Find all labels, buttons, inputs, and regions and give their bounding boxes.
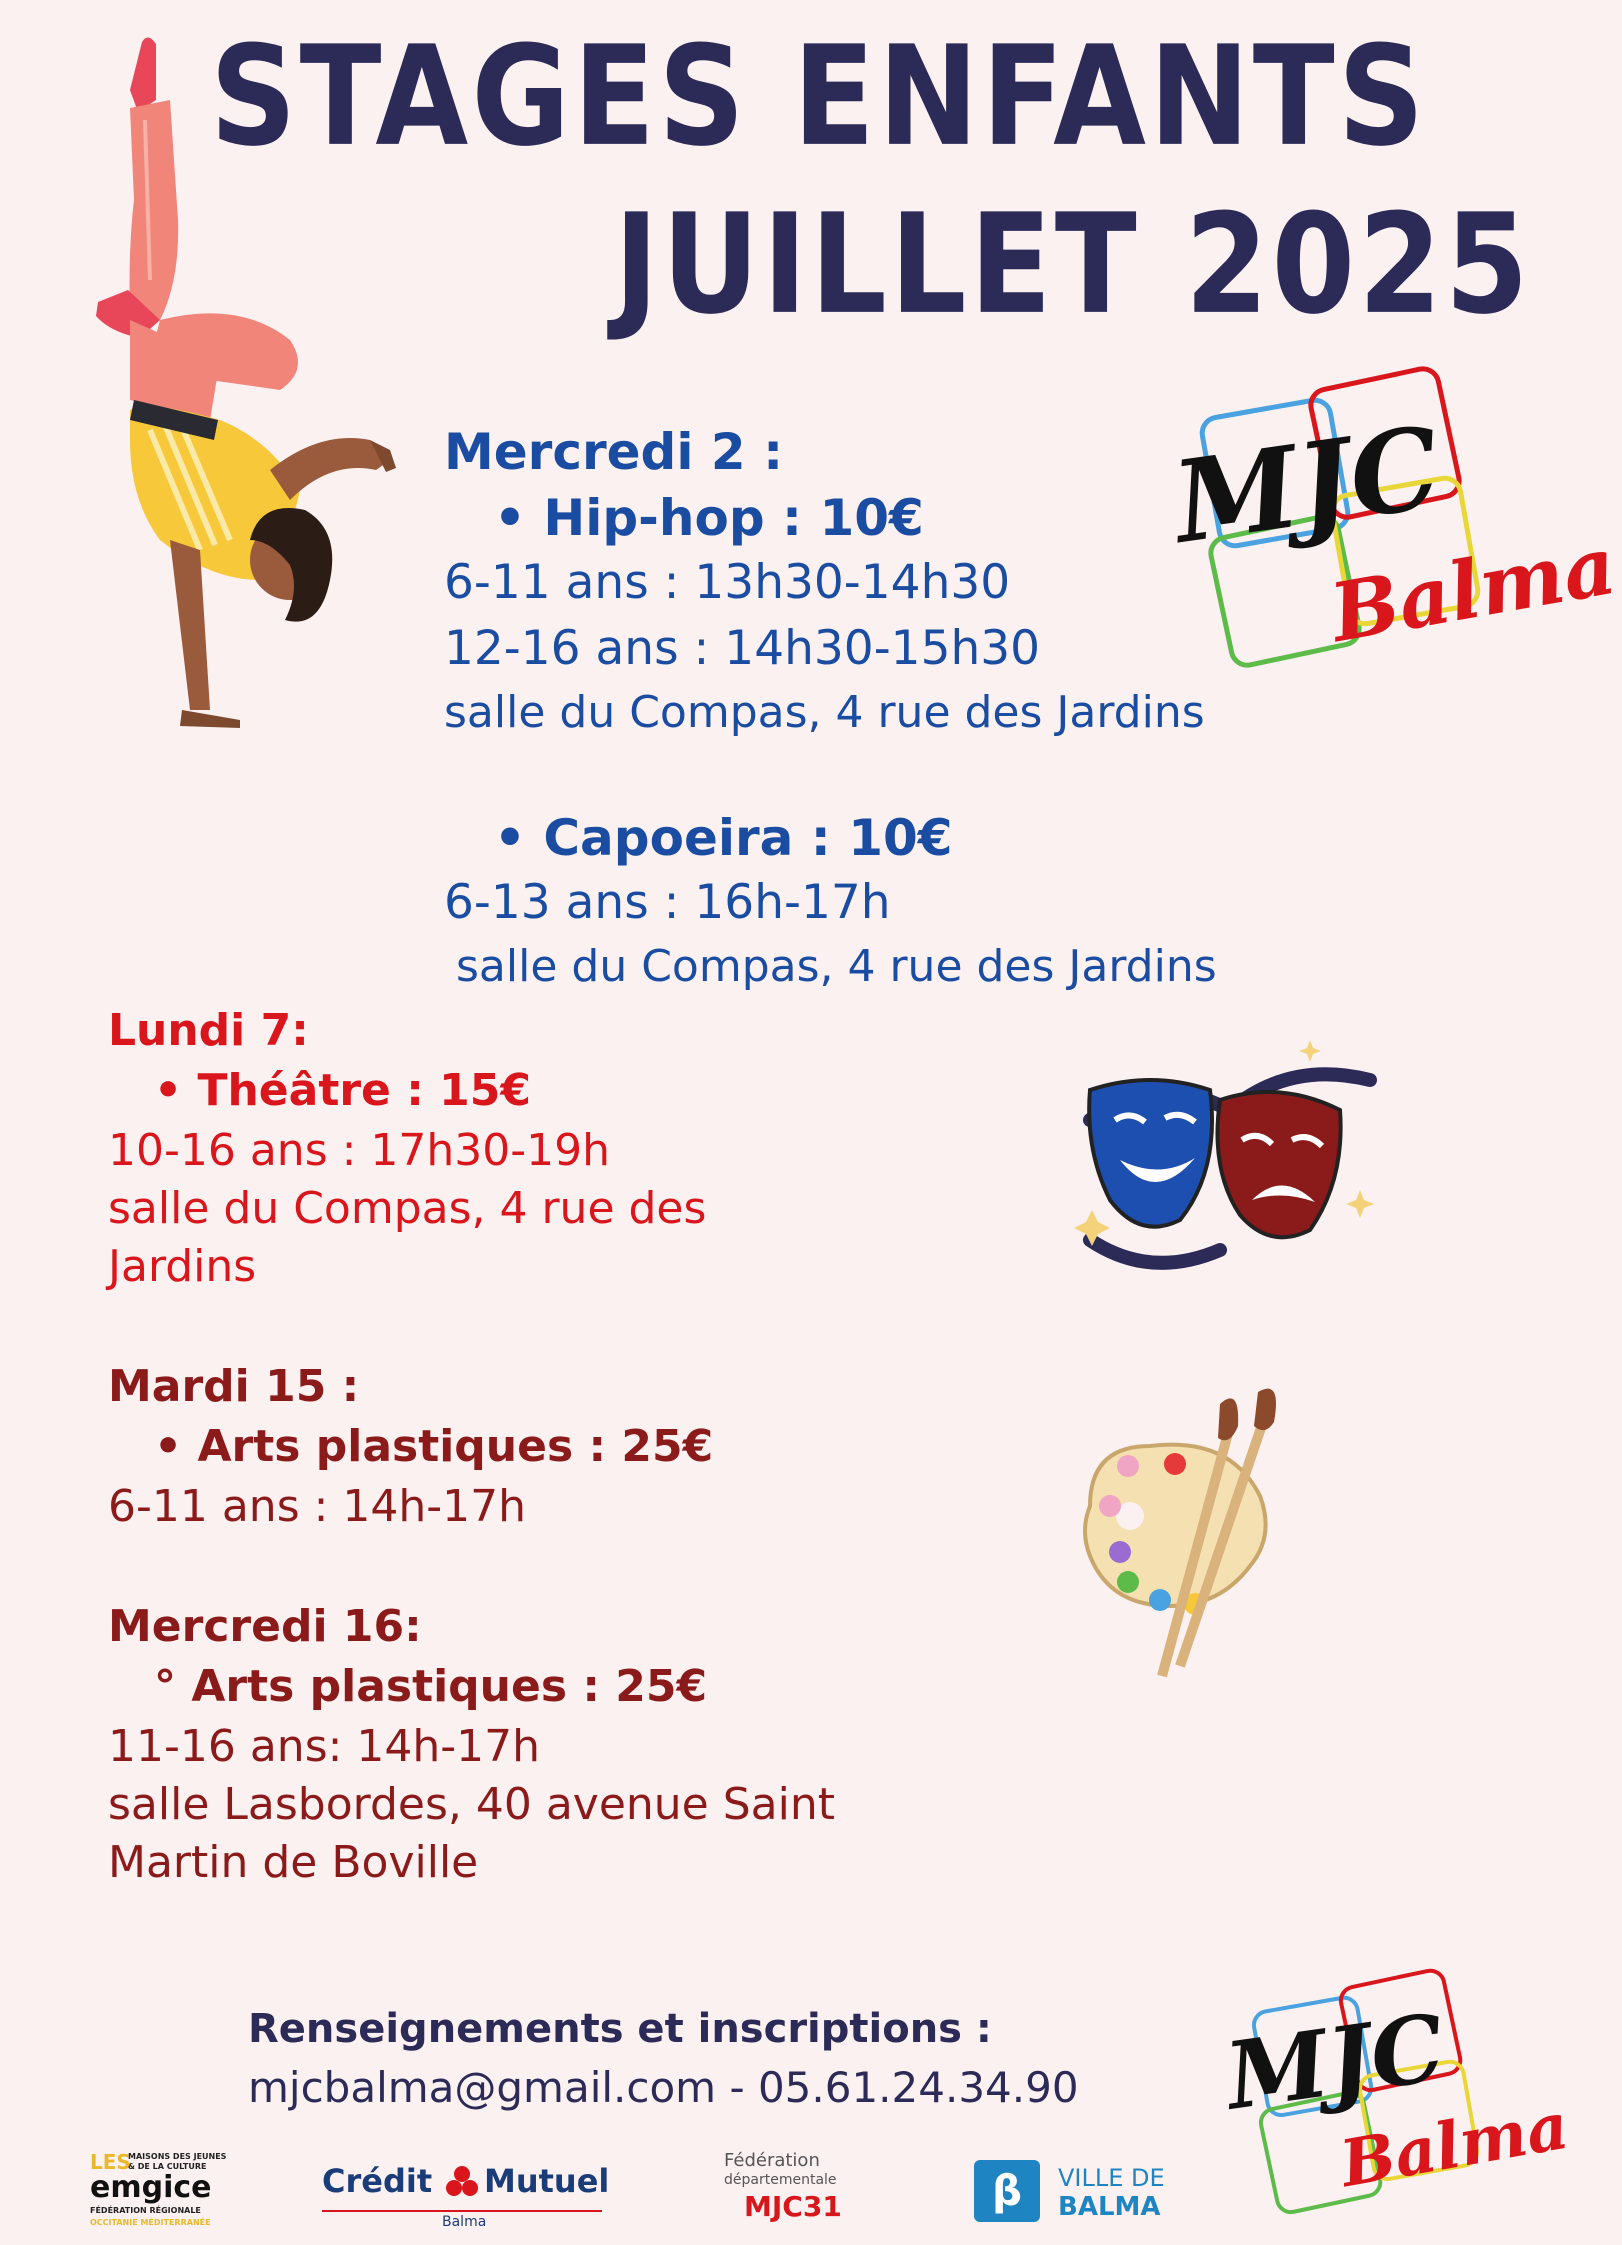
mjc-logo-bottom-name: MJC: [1219, 1993, 1452, 2131]
mjc-logo-name: MJC: [1166, 402, 1448, 569]
partner-ville-balma-logo: [974, 2156, 1194, 2228]
partner-fed31-logo: [722, 2150, 862, 2230]
event-merc2-day: Mercredi 2 :: [444, 423, 784, 481]
event-mardi15-day: Mardi 15 :: [108, 1361, 360, 1412]
event-arts2-age: 11-16 ans: 14h-17h: [108, 1721, 541, 1772]
event-merc16-day: Mercredi 16:: [108, 1601, 422, 1652]
partner-fed31-l3: MJC31: [744, 2190, 842, 2223]
ville-balma-emblem-icon: β: [974, 2160, 1040, 2222]
event-hiphop-age2: 12-16 ans : 14h30-15h30: [444, 621, 1041, 676]
partner-lesmjc-name: emgice: [90, 2170, 212, 2205]
theatre-masks-icon: [1070, 1040, 1390, 1280]
partner-lesmjc-les: LES: [90, 2150, 131, 2174]
event-theatre-place-1: salle du Compas, 4 rue des: [108, 1183, 707, 1234]
partner-ville-l1: VILLE DE: [1058, 2164, 1165, 2192]
event-capoeira-place: salle du Compas, 4 rue des Jardins: [456, 941, 1217, 992]
partner-lesmjc-tag2: & DE LA CULTURE: [128, 2162, 207, 2171]
event-arts2-title: ° Arts plastiques : 25€: [154, 1661, 708, 1712]
event-theatre-place-2: Jardins: [108, 1241, 257, 1292]
event-hiphop-age1: 6-11 ans : 13h30-14h30: [444, 555, 1011, 610]
paint-palette-icon: [1070, 1386, 1330, 1686]
partner-fed31-l1: Fédération: [724, 2150, 820, 2171]
event-arts2-place-1: salle Lasbordes, 40 avenue Saint: [108, 1779, 835, 1830]
partner-credit-divider: [322, 2210, 602, 2212]
event-arts1-age: 6-11 ans : 14h-17h: [108, 1481, 527, 1532]
title-line-1: STAGES ENFANTS: [210, 16, 1428, 178]
partner-lesmjc-tag1: MAISONS DES JEUNES: [128, 2152, 227, 2161]
credit-mutuel-symbol-icon: [444, 2164, 480, 2200]
mjc-logo-top: [1160, 366, 1622, 676]
event-capoeira-title: • Capoeira : 10€: [494, 809, 953, 867]
contact-info[interactable]: mjcbalma@gmail.com - 05.61.24.34.90: [248, 2063, 1079, 2112]
event-hiphop-place: salle du Compas, 4 rue des Jardins: [444, 687, 1205, 738]
partner-lesmjc-region: OCCITANIE MÉDITERRANÉE: [90, 2218, 211, 2227]
partner-fed31-l2: départementale: [724, 2172, 837, 2188]
contact-heading: Renseignements et inscriptions :: [248, 2006, 992, 2052]
partner-lesmjc-logo: [88, 2150, 258, 2230]
event-theatre-title: • Théâtre : 15€: [154, 1065, 531, 1116]
mjc-logo-city: Balma: [1324, 517, 1622, 661]
mjc-logo-bottom: [1219, 1964, 1574, 2224]
event-lundi7-day: Lundi 7:: [108, 1005, 309, 1056]
mjc-logo-bottom-city: Balma: [1335, 2088, 1574, 2203]
title-line-2: JUILLET 2025: [614, 184, 1532, 346]
event-theatre-age: 10-16 ans : 17h30-19h: [108, 1125, 611, 1176]
partner-credit-sub: Balma: [442, 2214, 487, 2230]
partner-lesmjc-fed: FÉDÉRATION RÉGIONALE: [90, 2206, 201, 2215]
event-arts2-place-2: Martin de Boville: [108, 1837, 479, 1888]
breakdancer-illustration: [90, 20, 430, 720]
partner-credit-name-2: Mutuel: [484, 2162, 610, 2200]
event-arts1-title: • Arts plastiques : 25€: [154, 1421, 714, 1472]
event-hiphop-title: • Hip-hop : 10€: [494, 489, 924, 547]
partner-credit-name-1: Crédit: [322, 2162, 433, 2200]
partner-credit-mutuel-logo: [322, 2162, 612, 2228]
event-capoeira-age: 6-13 ans : 16h-17h: [444, 875, 891, 930]
partner-ville-l2: BALMA: [1058, 2192, 1161, 2222]
